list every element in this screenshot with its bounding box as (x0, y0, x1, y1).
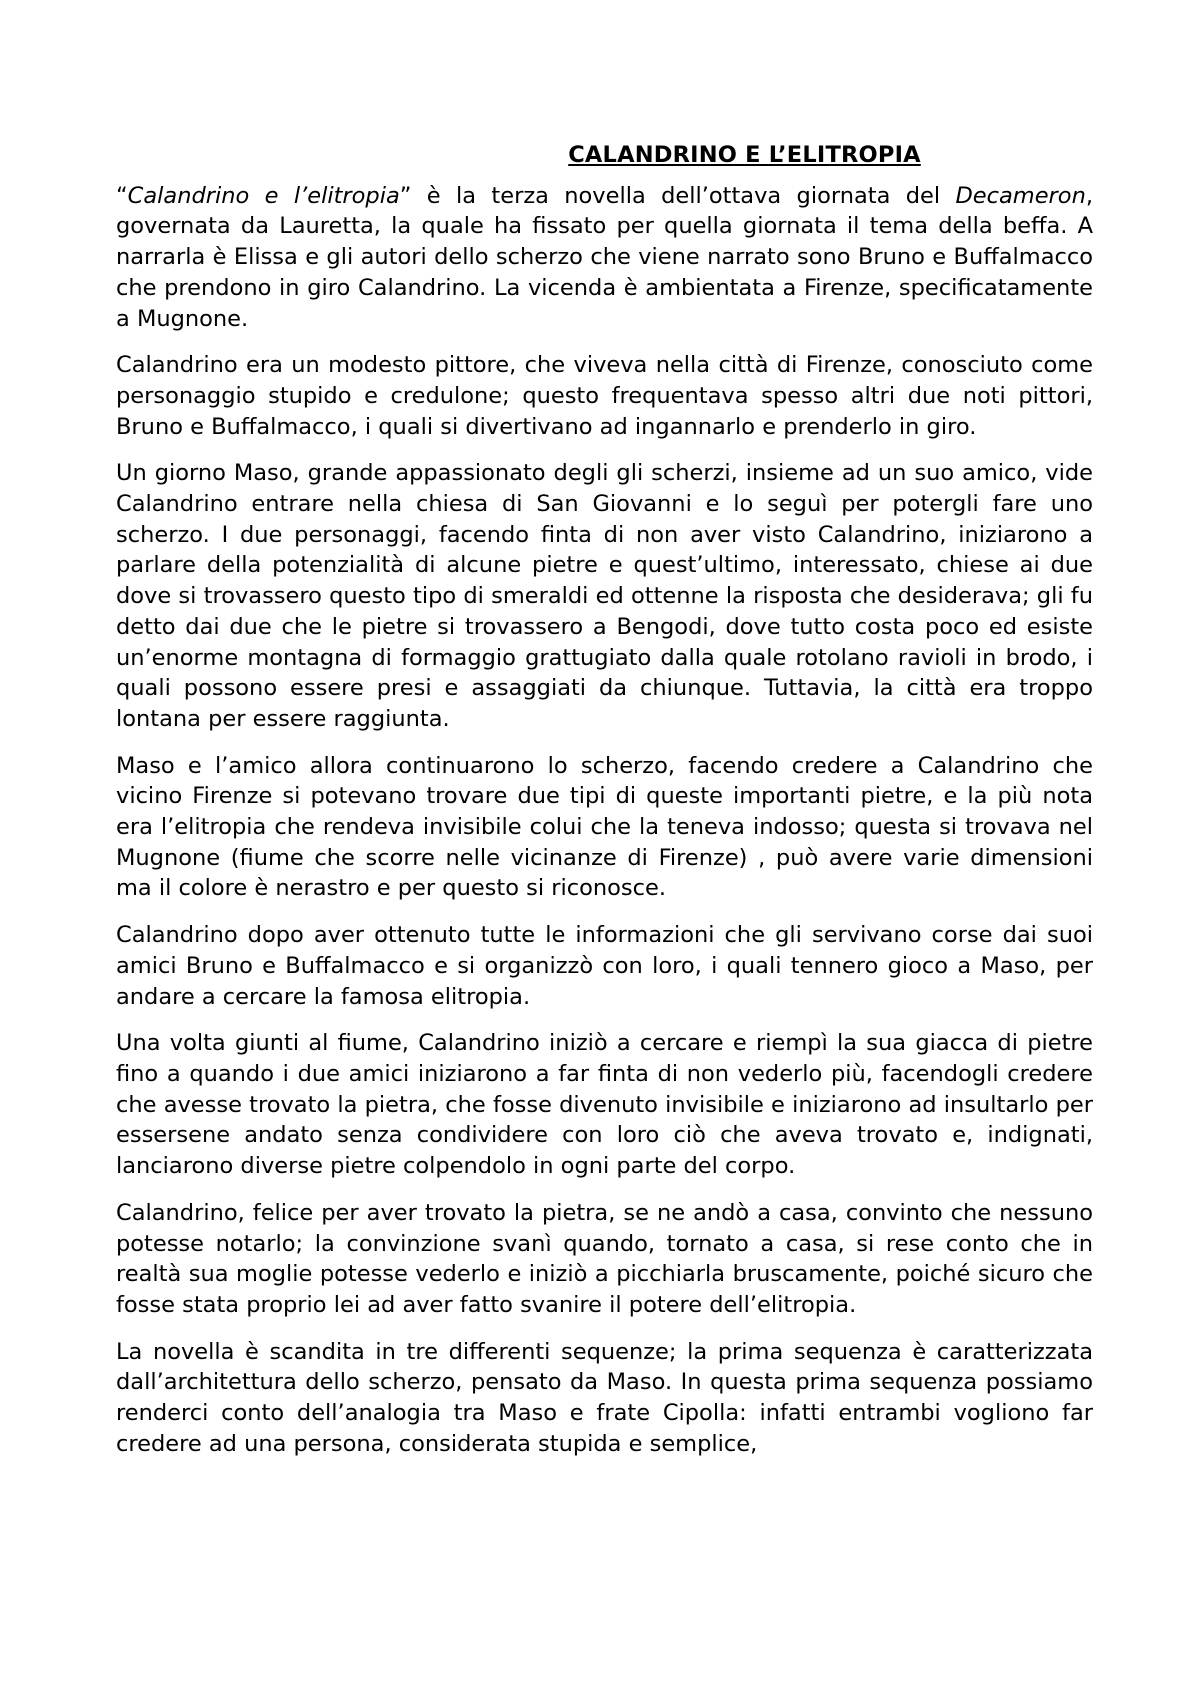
document-body (116, 140, 1093, 1459)
body-paragraph-6: Calandrino, felice per aver trovato la pietra, se ne andò a casa, convinto che nessuno potesse notarlo; la convinzione svanì quando, tornato a casa, si rese conto che in realtà sua moglie potesse vederlo e iniziò a picchiarla bruscamente, poiché sicuro che fosse stata proprio lei ad aver fatto svanire il potere dell’elitropia. (116, 1199, 1093, 1318)
novella-title: Calandrino e l’elitropia (127, 182, 400, 209)
quote-open: “ (116, 182, 128, 209)
document-title: CALANDRINO E L’ELITROPIA (568, 142, 921, 168)
quote-close: ” (399, 182, 412, 209)
intro-paragraph (116, 181, 1093, 335)
intro-text-b: , governata da Lauretta, la quale ha fissato per quella giornata il tema della beffa. A narrarla è Elissa e gli autori dello scherzo che viene narrato sono Bruno e Buffalmacco che prendono in giro Calandrino. La vicenda è ambientata a Firenze, specificatamente a Mugnone. (116, 182, 1093, 332)
intro-text-a: è la terza novella dell’ottava giornata del (411, 182, 956, 209)
book-title: Decameron (955, 182, 1086, 209)
body-paragraph-7: La novella è scandita in tre differenti sequenze; la prima sequenza è caratterizzata dall’architettura dello scherzo, pensato da Maso. In questa prima sequenza possiamo renderci conto dell’analogia tra Maso e frate Cipolla: infatti entrambi vogliono far credere ad una persona, considerata stupida e semplice, (116, 1338, 1093, 1457)
body-paragraph-2: Un giorno Maso, grande appassionato degli gli scherzi, insieme ad un suo amico, vide Calandrino entrare nella chiesa di San Giovanni e lo seguì per potergli fare uno scherzo. I due personaggi, facendo finta di non aver visto Calandrino, iniziarono a parlare della potenzialità di alcune pietre e quest’ultimo, interessato, chiese ai due dove si trovassero questo tipo di smeraldi ed ottenne la risposta che desiderava; gli fu detto dai due che le pietre si trovassero a Bengodi, dove tutto costa poco ed esiste un’enorme montagna di formaggio grattugiato dalla quale rotolano ravioli in brodo, i quali possono essere presi e assaggiati da chiunque. Tuttavia, la città era troppo lontana per essere raggiunta. (116, 460, 1093, 732)
body-paragraph-1: Calandrino era un modesto pittore, che viveva nella città di Firenze, conosciuto come personaggio stupido e credulone; questo frequentava spesso altri due noti pittori, Bruno e Buffalmacco, i quali si divertivano ad ingannarlo e prenderlo in giro. (116, 352, 1093, 440)
body-paragraph-4: Calandrino dopo aver ottenuto tutte le informazioni che gli servivano corse dai suoi amici Bruno e Buffalmacco e si organizzò con loro, i quali tennero gioco a Maso, per andare a cercare la famosa elitropia. (116, 922, 1093, 1010)
body-paragraph-5: Una volta giunti al fiume, Calandrino iniziò a cercare e riempì la sua giacca di pietre fino a quando i due amici iniziarono a far finta di non vederlo più, facendogli credere che avesse trovato la pietra, che fosse divenuto invisibile e iniziarono ad insultarlo per essersene andato senza condividere con loro ciò che aveva trovato e, indignati, lanciarono diverse pietre colpendolo in ogni parte del corpo. (116, 1030, 1093, 1180)
body-paragraph-3: Maso e l’amico allora continuarono lo scherzo, facendo credere a Calandrino che vicino Firenze si potevano trovare due tipi di queste importanti pietre, e la più nota era l’elitropia che rendeva invisibile colui che la teneva indosso; questa si trovava nel Mugnone (fiume che scorre nelle vicinanze di Firenze) , può avere varie dimensioni ma il colore è nerastro e per questo si riconosce. (116, 752, 1093, 902)
